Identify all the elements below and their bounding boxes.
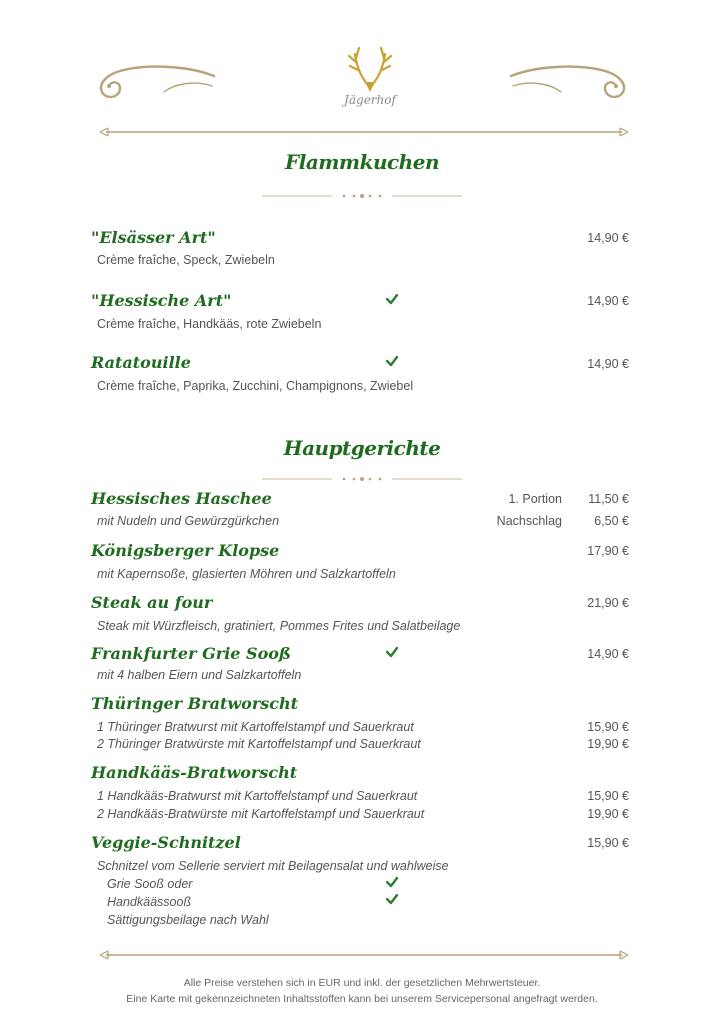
- dish-description: mit Kapernsoße, glasierten Möhren und Salzkartoffeln: [97, 567, 396, 581]
- dish-price: 11,50 €: [588, 492, 629, 506]
- dish-variant-line: 1 Handkääs-Bratwurst mit Kartoffelstampf und Sauerkraut: [97, 789, 418, 803]
- footer-allergen-note: Eine Karte mit gekennzeichneten Inhaltsstoffen kann bei unserem Servicepersonal angefragt werden.: [126, 993, 598, 1005]
- dish-description: Crème fraîche, Speck, Zwiebeln: [97, 253, 275, 267]
- dish-price: 14,90 €: [587, 231, 629, 245]
- vegetarian-leaf-icon: [386, 356, 398, 367]
- section-divider: [262, 473, 462, 485]
- dish-description: Steak mit Würzfleisch, gratiniert, Pommes Frites und Salatbeilage: [97, 619, 461, 633]
- dish-name: "Hessische Art": [91, 291, 232, 310]
- footer-vat-note: Alle Preise verstehen sich in EUR und inkl. der gesetzlichen Mehrwertsteuer.: [183, 977, 541, 989]
- dish-description: Crème fraîche, Paprika, Zucchini, Champignons, Zwiebel: [97, 379, 414, 393]
- ornament-left: [94, 58, 219, 118]
- vegetarian-leaf-icon: [386, 894, 398, 905]
- stag-antler-logo-icon: [345, 44, 395, 94]
- section-title-flammkuchen: Flammkuchen: [285, 150, 439, 174]
- dish-option: Grie Sooß oder: [107, 877, 193, 891]
- dish-name: Thüringer Bratworscht: [91, 694, 299, 713]
- dish-description: mit 4 halben Eiern und Salzkartoffeln: [97, 668, 302, 682]
- dish-option: Handkäässooß: [107, 895, 192, 909]
- dish-price: 19,90 €: [587, 807, 629, 821]
- dish-variant-line: 2 Handkääs-Bratwürste mit Kartoffelstampf und Sauerkraut: [97, 807, 425, 821]
- dish-price: 15,90 €: [587, 789, 629, 803]
- dish-price: 17,90 €: [587, 544, 629, 558]
- dish-variant-line: 1 Thüringer Bratwurst mit Kartoffelstampf und Sauerkraut: [97, 720, 414, 734]
- dish-price: 19,90 €: [587, 737, 629, 751]
- dish-name: "Elsässer Art": [91, 228, 216, 247]
- dish-variant-line: 2 Thüringer Bratwürste mit Kartoffelstampf und Sauerkraut: [97, 737, 421, 751]
- dish-price: 15,90 €: [587, 720, 629, 734]
- vegetarian-leaf-icon: [386, 647, 398, 658]
- dish-name: Hessisches Haschee: [91, 489, 272, 508]
- dish-description: Schnitzel vom Sellerie serviert mit Beilagensalat und wahlweise: [97, 859, 449, 873]
- dish-description: mit Nudeln und Gewürzgürkchen: [97, 514, 280, 528]
- bottom-divider: [98, 949, 630, 961]
- portion-label: 1. Portion: [508, 492, 562, 506]
- section-title-hauptgerichte: Hauptgerichte: [283, 436, 441, 460]
- vegetarian-leaf-icon: [386, 294, 398, 305]
- portion-label: Nachschlag: [496, 514, 562, 528]
- dish-description: Crème fraîche, Handkääs, rote Zwiebeln: [97, 317, 322, 331]
- dish-name: Ratatouille: [91, 353, 191, 372]
- dish-price: 21,90 €: [587, 596, 629, 610]
- dish-name: Frankfurter Grie Sooß: [91, 644, 292, 663]
- dish-price: 15,90 €: [587, 836, 629, 850]
- vegetarian-leaf-icon: [386, 877, 398, 888]
- dish-name: Steak au four: [91, 593, 213, 612]
- dish-option: Sättigungsbeilage nach Wahl: [107, 913, 269, 927]
- section-divider: [262, 190, 462, 202]
- dish-price: 14,90 €: [587, 647, 629, 661]
- dish-price: 14,90 €: [587, 294, 629, 308]
- dish-price: 6,50 €: [594, 514, 629, 528]
- ornament-right: [506, 58, 631, 118]
- logo-text: Jägerhof: [344, 93, 396, 107]
- dish-price: 14,90 €: [587, 357, 629, 371]
- top-divider: [98, 126, 630, 138]
- dish-name: Königsberger Klopse: [91, 541, 280, 560]
- dish-name: Veggie-Schnitzel: [91, 833, 241, 852]
- dish-name: Handkääs-Bratworscht: [91, 763, 298, 782]
